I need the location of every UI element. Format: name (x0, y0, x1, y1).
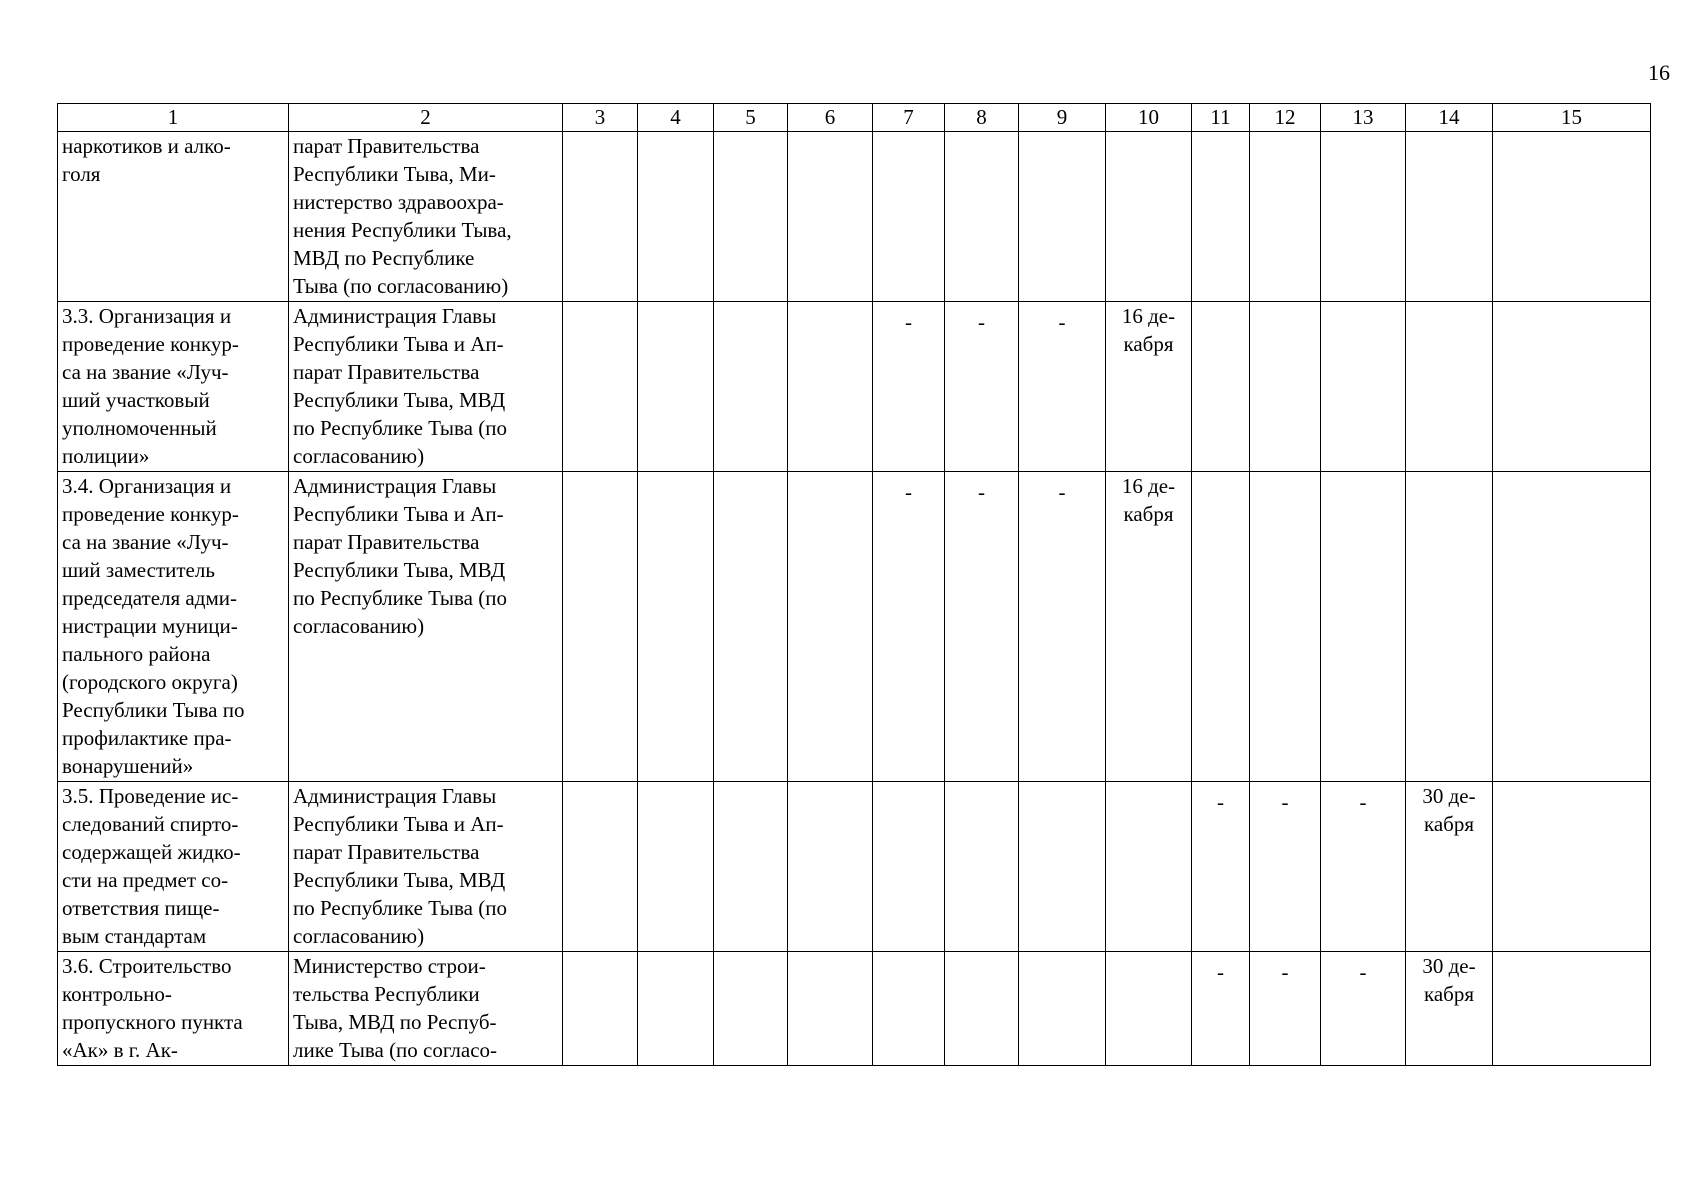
table-cell (1250, 302, 1321, 472)
measure-text: 3.5. Проведение ис- следований спирто- содержащей жидко- сти на предмет со- ответствия пище- вым стандартам (62, 784, 241, 948)
col-header-6: 6 (788, 104, 873, 132)
col-header-7: 7 (873, 104, 945, 132)
table-cell (1406, 472, 1493, 782)
col-header-1: 1 (58, 104, 289, 132)
measure-text: 3.3. Организация и проведение конкур- са на звание «Луч- ший участковый уполномоченный полиции» (62, 304, 239, 468)
table-cell (1019, 952, 1106, 1066)
table-cell (1250, 472, 1321, 782)
deadline-cell (1406, 952, 1493, 1066)
table-cell (788, 952, 873, 1066)
col-header-14: 14 (1406, 104, 1493, 132)
measure-text: 3.6. Строительство контрольно- пропускного пункта «Ак» в г. Ак- (62, 954, 243, 1062)
col-header-3: 3 (563, 104, 638, 132)
executor-text: Администрация Главы Республики Тыва и Ап- парат Правительства Республики Тыва, МВД по Республике Тыва (по согласованию) (293, 304, 507, 468)
col-header-4: 4 (638, 104, 714, 132)
col-header-11: 11 (1192, 104, 1250, 132)
table-cell (1106, 782, 1192, 952)
table-cell (714, 132, 788, 302)
executor-text: парат Правительства Республики Тыва, Ми- нистерство здравоохра- нения Республики Тыва, МВД по Республике Тыва (по согласованию) (293, 134, 512, 298)
executor-cell (289, 782, 563, 952)
table-cell (1019, 782, 1106, 952)
table-cell (563, 782, 638, 952)
table-cell (788, 782, 873, 952)
table-cell (1493, 952, 1651, 1066)
measure-cell (58, 952, 289, 1066)
executor-text: Администрация Главы Республики Тыва и Ап- парат Правительства Республики Тыва, МВД по Республике Тыва (по согласованию) (293, 784, 507, 948)
table-cell (945, 952, 1019, 1066)
executor-text: Министерство строи- тельства Республики Тыва, МВД по Респуб- лике Тыва (по согласо- (293, 954, 498, 1062)
executor-cell (289, 132, 563, 302)
table-cell (788, 132, 873, 302)
col-header-5: 5 (714, 104, 788, 132)
table-cell (1493, 132, 1651, 302)
measure-cell (58, 472, 289, 782)
table-cell (1493, 302, 1651, 472)
dash-mark: - (1192, 952, 1250, 1066)
table-row (58, 302, 1651, 472)
table-cell (563, 952, 638, 1066)
table-cell (1106, 132, 1192, 302)
dash-mark: - (1321, 782, 1406, 952)
table-cell (714, 472, 788, 782)
deadline-text: 16 де- кабря (1121, 474, 1176, 526)
deadline-text: 30 де- кабря (1422, 954, 1476, 1006)
table-cell (1106, 952, 1192, 1066)
col-header-15: 15 (1493, 104, 1651, 132)
table-cell (638, 952, 714, 1066)
table-cell (1406, 132, 1493, 302)
table-cell (638, 782, 714, 952)
table-cell (788, 472, 873, 782)
col-header-10: 10 (1106, 104, 1192, 132)
dash-mark: - (1019, 302, 1106, 472)
table-cell (1192, 302, 1250, 472)
table-cell (1019, 132, 1106, 302)
table-cell (873, 132, 945, 302)
table-cell (1192, 472, 1250, 782)
table-cell (563, 302, 638, 472)
table-row (58, 472, 1651, 782)
measure-text: наркотиков и алко- голя (62, 134, 231, 186)
col-header-8: 8 (945, 104, 1019, 132)
measure-cell (58, 302, 289, 472)
plan-table (57, 103, 1651, 1066)
executor-cell (289, 952, 563, 1066)
dash-mark: - (873, 472, 945, 782)
table-cell (714, 952, 788, 1066)
table-cell (1493, 782, 1651, 952)
table-cell (945, 132, 1019, 302)
deadline-cell (1406, 782, 1493, 952)
table-cell (638, 302, 714, 472)
table-cell (873, 782, 945, 952)
table-cell (714, 302, 788, 472)
measure-cell (58, 132, 289, 302)
executor-cell (289, 302, 563, 472)
table-cell (1321, 132, 1406, 302)
table-cell (1321, 302, 1406, 472)
dash-mark: - (1321, 952, 1406, 1066)
table-cell (1250, 132, 1321, 302)
header-row (58, 104, 1651, 132)
table-row (58, 132, 1651, 302)
deadline-cell (1106, 302, 1192, 472)
measure-text: 3.4. Организация и проведение конкур- са на звание «Луч- ший заместитель председателя адми- нистрации муници- пального района (городского округа) Республики Тыва по профилактике пра- вонарушений» (62, 474, 245, 778)
deadline-text: 16 де- кабря (1121, 304, 1176, 356)
table-cell (638, 132, 714, 302)
table-cell (873, 952, 945, 1066)
table-cell (1493, 472, 1651, 782)
table-cell (563, 132, 638, 302)
col-header-2: 2 (289, 104, 563, 132)
table-cell (638, 472, 714, 782)
measure-cell (58, 782, 289, 952)
executor-text: Администрация Главы Республики Тыва и Ап- парат Правительства Республики Тыва, МВД по Республике Тыва (по согласованию) (293, 474, 507, 638)
deadline-text: 30 де- кабря (1422, 784, 1476, 836)
col-header-13: 13 (1321, 104, 1406, 132)
table-cell (1406, 302, 1493, 472)
col-header-9: 9 (1019, 104, 1106, 132)
dash-mark: - (945, 302, 1019, 472)
col-header-12: 12 (1250, 104, 1321, 132)
table-row (58, 782, 1651, 952)
deadline-cell (1106, 472, 1192, 782)
table-cell (945, 782, 1019, 952)
table-cell (1321, 472, 1406, 782)
table-cell (1192, 132, 1250, 302)
dash-mark: - (1019, 472, 1106, 782)
table-cell (563, 472, 638, 782)
dash-mark: - (873, 302, 945, 472)
table-cell (788, 302, 873, 472)
table-cell (714, 782, 788, 952)
dash-mark: - (1250, 782, 1321, 952)
executor-cell (289, 472, 563, 782)
page-number: 16 (1648, 60, 1670, 85)
table-row (58, 952, 1651, 1066)
dash-mark: - (1250, 952, 1321, 1066)
dash-mark: - (1192, 782, 1250, 952)
dash-mark: - (945, 472, 1019, 782)
